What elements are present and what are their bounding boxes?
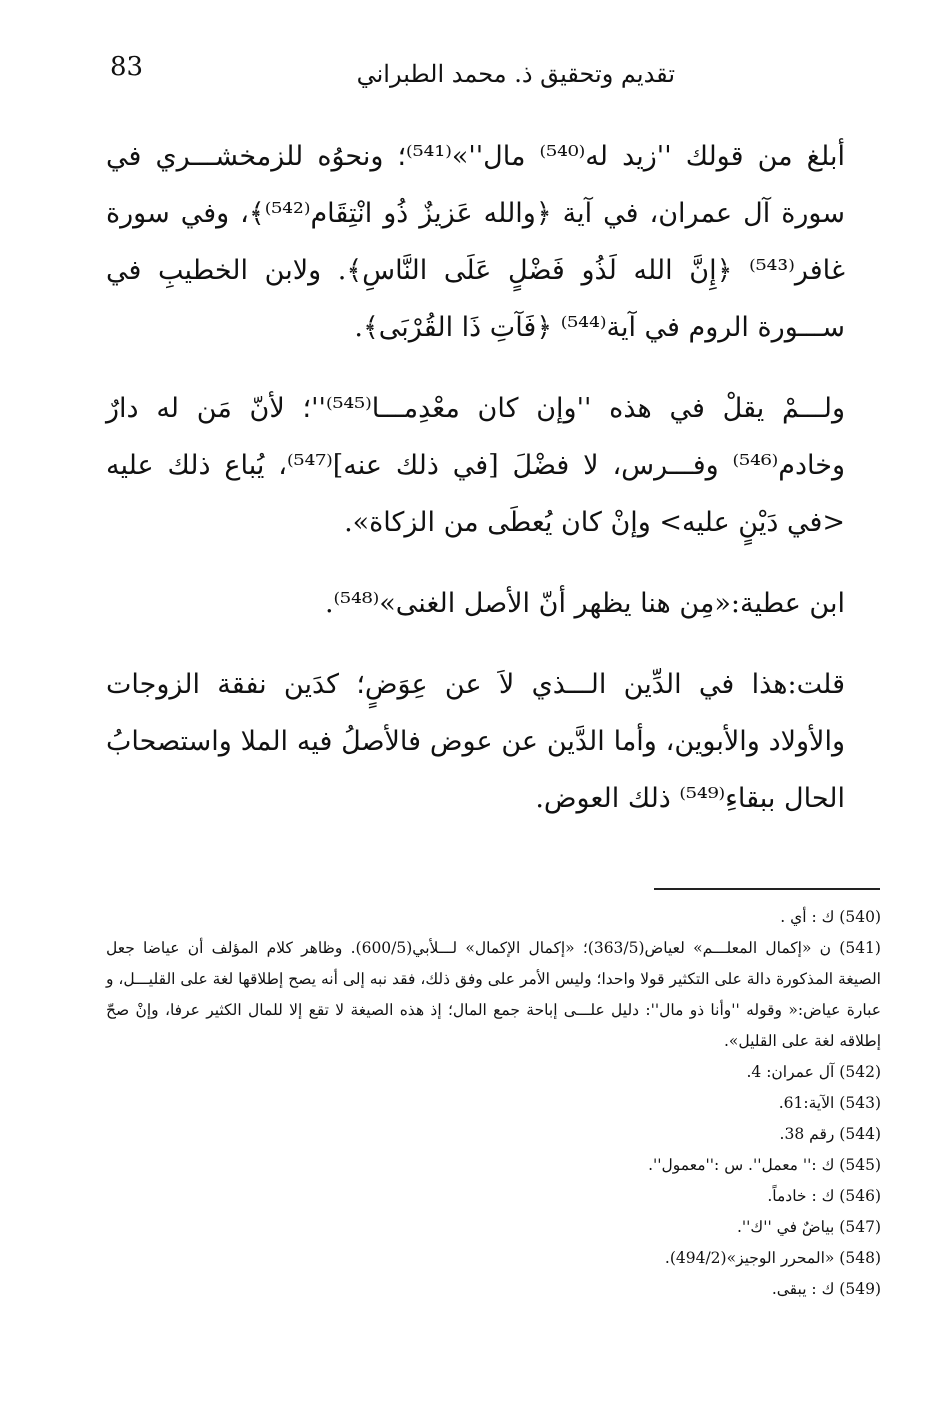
paragraph: أبلغ من قولك ''زيد له⁽⁵⁴⁰⁾ مال''»⁽⁵⁴¹⁾؛ ونحوُه للزمخشـــري في سورة آل عمران، في آية ﴿والله عَزيزٌ ذُو انْتِقَام⁽⁵⁴²⁾﴾، وفي سورة غافر⁽⁵⁴³⁾ ﴿إِنَّ الله لَذُو فَضْلٍ عَلَى النَّاسِ﴾. ولابن الخطيبِ في ســـورة الروم في آية⁽⁵⁴⁴⁾ ﴿فَآتِ ذَا القُرْبَى﴾. bbox=[106, 141, 846, 343]
footnote: (546) ك : خادماً. bbox=[767, 1187, 881, 1205]
footnote: (543) الآية:61. bbox=[778, 1094, 881, 1112]
running-title: تقديم وتحقيق ذ. محمد الطبراني bbox=[356, 60, 675, 88]
footnote: (547) بياضٌ في ''ك''. bbox=[736, 1218, 881, 1236]
footnote: (541) ن «إكمال المعلـــم» لعياض(363/5)؛ «إكمال الإكمال» لـــلأبي(600/5). وظاهر كلام المؤلف أن عياضا جعل الصيغة المذكورة دالة على التكثير قولا واحدا؛ وليس الأمر على وفق ذلك، فقد نبه إلى أنه يصح إطلاقها لغة على القليـــل، و عبارة عياض:« وقوله ''وأنا ذو مال'': دليل علـــى إباحة جمع المال؛ إذ هذه الصيغة لا تقع إلا للمال الكثير عرفا، وإنْ صحّ إطلاقه لغة على القليل». bbox=[106, 939, 881, 1050]
page-number: 83 bbox=[110, 52, 144, 82]
paragraph: قلت:هذا في الدِّين الـــذي لاَ عن عِوَضٍ؛ كدَين نفقة الزوجات والأولاد والأبوين، وأما الدَّين عن عوض فالأصلُ فيه الملا واستصحابُ الحال ببقاءِ⁽⁵⁴⁹⁾ ذلك العوض. bbox=[106, 669, 845, 814]
paragraph: ابن عطية:«مِن هنا يظهر أنّ الأصل الغنى»⁽⁵⁴⁸⁾. bbox=[324, 588, 845, 619]
paragraph: ولـــمْ يقلْ في هذه ''وإن كان معْدِمـــا⁽⁵⁴⁵⁾''؛ لأنّ مَن له دارٌ وخادم⁽⁵⁴⁶⁾ وفـــرس، لا فضْلَ [في ذلك عنه]⁽⁵⁴⁷⁾، يُباع ذلك عليه <في دَيْنٍ عليه> وإنْ كان يُعطَى من الزكاة». bbox=[106, 393, 845, 538]
footnote-separator bbox=[654, 888, 880, 890]
footnote: (545) ك :'' معمل''. س :''معمول''. bbox=[648, 1156, 881, 1174]
footnote: (544) رقم 38. bbox=[779, 1125, 881, 1143]
footnote: (542) آل عمران: 4. bbox=[746, 1063, 881, 1081]
footnote: (548) «المحرر الوجيز»(494/2). bbox=[664, 1249, 881, 1267]
footnote: (549) ك : يبقى. bbox=[771, 1280, 881, 1298]
main-text bbox=[106, 128, 845, 851]
footnote: (540) ك : أي . bbox=[780, 908, 881, 926]
footnotes bbox=[106, 902, 881, 1305]
